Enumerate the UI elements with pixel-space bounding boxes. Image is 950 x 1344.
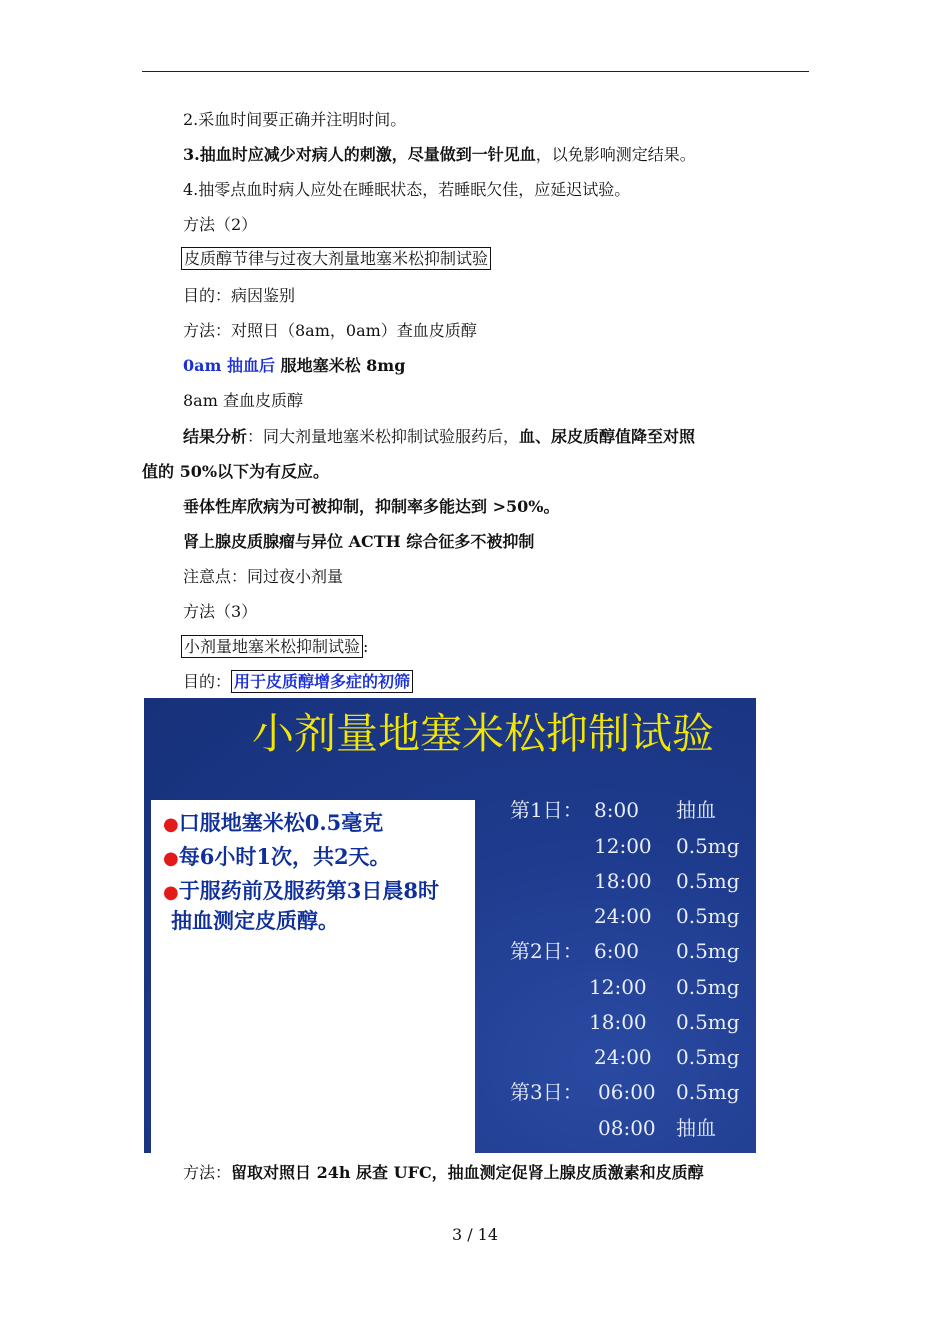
text-line-purpose-3: 目的： 用于皮质醇增多症的初筛 xyxy=(183,672,413,692)
slide-title: 小剂量地塞米松抑制试验 xyxy=(252,709,715,758)
text-line-pituitary: 垂体性库欣病为可被抑制，抑制率多能达到 >50%。 xyxy=(183,497,560,516)
schedule-dose: 0.5mg xyxy=(676,939,740,963)
schedule-time: 06:00 xyxy=(598,1080,656,1104)
text-line-result-cont: 值的 50%以下为有反应。 xyxy=(142,462,330,481)
text-line-1: 2.采血时间要正确并注明时间。 xyxy=(183,110,407,129)
schedule-day-2: 第2日： xyxy=(510,939,583,963)
slide-bullet-2: ●每6小时1次，共2天。 xyxy=(163,844,391,869)
method-3-label: 方法（3） xyxy=(183,602,258,621)
blue-text: 0am 抽血后 xyxy=(183,356,276,375)
schedule-time: 24:00 xyxy=(594,1045,652,1069)
section-title-overnight-high-dose: 皮质醇节律与过夜大剂量地塞米松抑制试验 xyxy=(181,249,491,269)
slide-image xyxy=(144,698,756,1153)
method-2-label: 方法（2） xyxy=(183,215,258,234)
schedule-dose: 0.5mg xyxy=(676,834,740,858)
text-line-0am: 0am 抽血后 服地塞米松 8mg xyxy=(183,356,406,375)
schedule-time: 12:00 xyxy=(589,975,647,999)
header-rule xyxy=(142,71,809,72)
text-line-method-3: 方法：留取对照日 24h 尿查 UFC，抽血测定促肾上腺皮质激素和皮质醇 xyxy=(183,1163,704,1182)
schedule-dose: 抽血 xyxy=(676,798,716,822)
slide-bullet-1: ●口服地塞米松0.5毫克 xyxy=(163,810,384,835)
text-line-purpose: 目的：病因鉴别 xyxy=(183,286,296,305)
schedule-day-3: 第3日： xyxy=(510,1080,583,1104)
text-line-result-analysis: 结果分析：同大剂量地塞米松抑制试验服药后，血、尿皮质醇值降至对照 xyxy=(183,427,696,446)
schedule-time: 18:00 xyxy=(589,1010,647,1034)
bullet-dot-icon: ● xyxy=(163,848,179,869)
schedule-time: 08:00 xyxy=(598,1116,656,1140)
schedule-time: 8:00 xyxy=(594,798,639,822)
slide-bullet-box xyxy=(151,800,475,1153)
schedule-time: 18:00 xyxy=(594,869,652,893)
bullet-dot-icon: ● xyxy=(163,814,179,835)
slide-bullet-3-cont: 抽血测定皮质醇。 xyxy=(171,908,339,933)
schedule-dose: 0.5mg xyxy=(676,904,740,928)
schedule-dose: 0.5mg xyxy=(676,1045,740,1069)
page-number: 3 / 14 xyxy=(451,1225,499,1244)
text-line-notes: 注意点：同过夜小剂量 xyxy=(183,567,344,586)
text-line-adrenal: 肾上腺皮质腺瘤与异位 ACTH 综合征多不被抑制 xyxy=(183,532,535,551)
text-line-method: 方法：对照日（8am，0am）查血皮质醇 xyxy=(183,321,477,340)
schedule-time: 6:00 xyxy=(594,939,639,963)
text-line-8am: 8am 查血皮质醇 xyxy=(183,391,303,410)
schedule-time: 24:00 xyxy=(594,904,652,928)
schedule-day-1: 第1日： xyxy=(510,798,583,822)
schedule-dose: 抽血 xyxy=(676,1116,716,1140)
schedule-dose: 0.5mg xyxy=(676,1010,740,1034)
schedule-time: 12:00 xyxy=(594,834,652,858)
bullet-dot-icon: ● xyxy=(163,882,179,903)
schedule-dose: 0.5mg xyxy=(676,1080,740,1104)
schedule-dose: 0.5mg xyxy=(676,869,740,893)
text-line-3: 4.抽零点血时病人应处在睡眠状态，若睡眠欠佳，应延迟试验。 xyxy=(183,180,631,199)
text-line-2: 3.抽血时应减少对病人的刺激，尽量做到一针见血，以免影响测定结果。 xyxy=(183,145,696,164)
slide-bullet-3: ●于服药前及服药第3日晨8时 xyxy=(163,878,439,903)
schedule-dose: 0.5mg xyxy=(676,975,740,999)
bold-text: 3.抽血时应减少对病人的刺激，尽量做到一针见血 xyxy=(183,145,536,164)
section-title-low-dose: 小剂量地塞米松抑制试验 : xyxy=(181,637,368,657)
